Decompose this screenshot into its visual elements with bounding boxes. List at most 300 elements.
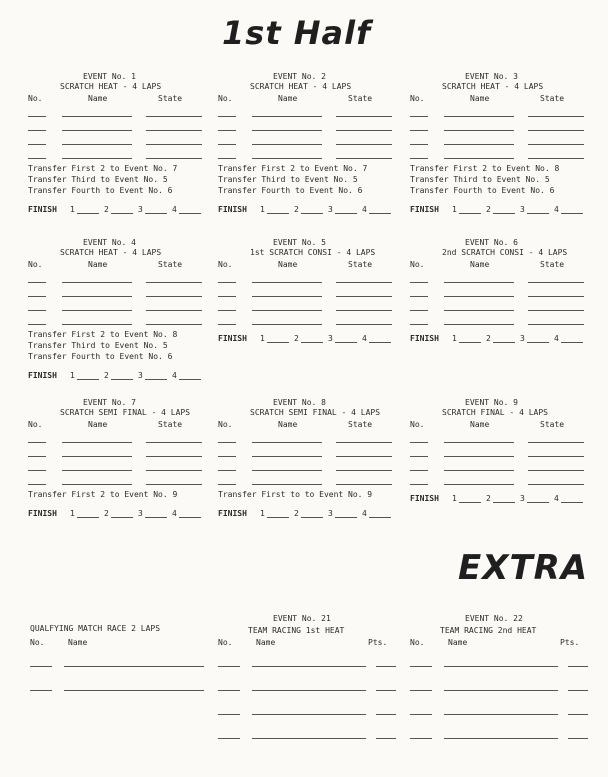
entry-no-line[interactable] — [410, 158, 428, 159]
entry-pts-line[interactable] — [568, 690, 588, 691]
finish-position-line[interactable] — [301, 342, 323, 343]
finish-position-number: 3 — [520, 334, 525, 343]
entry-name-line[interactable] — [444, 738, 558, 739]
finish-position-number: 1 — [260, 205, 265, 214]
col-state-header: State — [540, 420, 565, 429]
finish-position-number: 3 — [520, 205, 525, 214]
finish-position-line[interactable] — [335, 213, 357, 214]
finish-position-number: 4 — [554, 205, 559, 214]
entry-name-line[interactable] — [252, 296, 322, 297]
entry-name-line[interactable] — [62, 470, 132, 471]
event-description: 1st SCRATCH CONSI - 4 LAPS — [250, 248, 376, 257]
entry-no-line[interactable] — [410, 282, 428, 283]
entry-no-line[interactable] — [28, 130, 46, 131]
col-no-header: No. — [410, 94, 425, 103]
entry-no-line[interactable] — [410, 690, 432, 691]
entry-no-line[interactable] — [218, 158, 236, 159]
finish-position-number: 3 — [138, 509, 143, 518]
event-description: SCRATCH SEMI FINAL - 4 LAPS — [60, 408, 191, 417]
entry-state-line[interactable] — [336, 158, 392, 159]
entry-name-line[interactable] — [444, 690, 558, 691]
entry-no-line[interactable] — [28, 158, 46, 159]
entry-no-line[interactable] — [218, 714, 240, 715]
finish-position-line[interactable] — [459, 502, 481, 503]
entry-no-line[interactable] — [28, 282, 46, 283]
entry-state-line[interactable] — [146, 456, 202, 457]
transfer-instruction: Transfer First 2 to Event No. 8 — [28, 330, 178, 339]
col-name-header: Name — [470, 420, 490, 429]
finish-position-line[interactable] — [527, 342, 549, 343]
entry-state-line[interactable] — [528, 442, 584, 443]
finish-position-line[interactable] — [369, 213, 391, 214]
entry-state-line[interactable] — [528, 144, 584, 145]
col-state-header: State — [348, 260, 373, 269]
finish-position-line[interactable] — [145, 379, 167, 380]
event-description: SCRATCH HEAT - 4 LAPS — [250, 82, 352, 91]
finish-position-number: 1 — [452, 334, 457, 343]
entry-no-line[interactable] — [28, 144, 46, 145]
entry-name-line[interactable] — [252, 690, 366, 691]
finish-position-line[interactable] — [77, 213, 99, 214]
entry-name-line[interactable] — [62, 158, 132, 159]
finish-position-line[interactable] — [369, 517, 391, 518]
finish-position-line[interactable] — [493, 502, 515, 503]
entry-no-line[interactable] — [410, 484, 428, 485]
entry-no-line[interactable] — [218, 484, 236, 485]
finish-position-line[interactable] — [493, 342, 515, 343]
entry-state-line[interactable] — [336, 484, 392, 485]
entry-no-line[interactable] — [218, 324, 236, 325]
entry-no-line[interactable] — [218, 130, 236, 131]
finish-position-line[interactable] — [179, 379, 201, 380]
entry-pts-line[interactable] — [568, 738, 588, 739]
event-number: EVENT No. 2 — [273, 72, 326, 81]
transfer-instruction: Transfer Fourth to Event No. 6 — [410, 186, 555, 195]
transfer-instruction: Transfer Fourth to Event No. 6 — [28, 352, 173, 361]
entry-name-line[interactable] — [62, 144, 132, 145]
finish-position-number: 3 — [328, 205, 333, 214]
finish-position-number: 2 — [104, 509, 109, 518]
entry-no-line[interactable] — [410, 456, 428, 457]
entry-name-line[interactable] — [252, 442, 322, 443]
col-no-header: No. — [410, 420, 425, 429]
entry-no-line[interactable] — [218, 442, 236, 443]
entry-no-line[interactable] — [28, 456, 46, 457]
finish-position-line[interactable] — [111, 379, 133, 380]
finish-position-number: 1 — [260, 334, 265, 343]
entry-no-line[interactable] — [28, 324, 46, 325]
col-no-header: No. — [28, 420, 43, 429]
entry-pts-line[interactable] — [376, 714, 396, 715]
entry-no-line[interactable] — [28, 470, 46, 471]
entry-state-line[interactable] — [146, 296, 202, 297]
col-state-header: State — [158, 94, 183, 103]
col-name-header: Name — [278, 420, 298, 429]
transfer-instruction: Transfer First 2 to Event No. 7 — [28, 164, 178, 173]
entry-no-line[interactable] — [410, 310, 428, 311]
finish-label: FINISH — [218, 509, 247, 518]
entry-state-line[interactable] — [528, 158, 584, 159]
entry-name-line[interactable] — [252, 470, 322, 471]
entry-state-line[interactable] — [528, 296, 584, 297]
entry-name-line[interactable] — [252, 738, 366, 739]
entry-name-line[interactable] — [62, 296, 132, 297]
entry-pts-line[interactable] — [568, 666, 588, 667]
entry-state-line[interactable] — [146, 158, 202, 159]
event-block — [218, 72, 398, 212]
finish-position-line[interactable] — [459, 213, 481, 214]
entry-name-line[interactable] — [252, 310, 322, 311]
col-name-header: Name — [278, 260, 298, 269]
extra-event-block — [30, 614, 210, 764]
entry-state-line[interactable] — [336, 130, 392, 131]
entry-no-line[interactable] — [218, 470, 236, 471]
entry-name-line[interactable] — [444, 282, 514, 283]
entry-name-line[interactable] — [444, 296, 514, 297]
finish-position-number: 2 — [294, 509, 299, 518]
finish-position-line[interactable] — [179, 517, 201, 518]
extra-title: EXTRA — [458, 548, 589, 588]
col-no-header: No. — [30, 638, 45, 647]
finish-position-number: 2 — [104, 205, 109, 214]
entry-no-line[interactable] — [28, 484, 46, 485]
finish-position-number: 4 — [362, 205, 367, 214]
finish-position-number: 1 — [452, 205, 457, 214]
finish-position-number: 4 — [172, 509, 177, 518]
col-no-header: No. — [410, 638, 425, 647]
finish-position-number: 4 — [172, 371, 177, 380]
event-number: EVENT No. 3 — [465, 72, 518, 81]
transfer-instruction: Transfer Third to Event No. 5 — [28, 341, 168, 350]
finish-position-line[interactable] — [301, 213, 323, 214]
finish-position-line[interactable] — [527, 213, 549, 214]
extra-event-description: TEAM RACING 1st HEAT — [248, 626, 345, 635]
entry-name-line[interactable] — [62, 484, 132, 485]
entry-name-line[interactable] — [64, 666, 204, 667]
finish-position-line[interactable] — [561, 342, 583, 343]
entry-state-line[interactable] — [146, 116, 202, 117]
entry-no-line[interactable] — [218, 690, 240, 691]
event-description: 2nd SCRATCH CONSI - 4 LAPS — [442, 248, 568, 257]
entry-no-line[interactable] — [28, 442, 46, 443]
entry-name-line[interactable] — [62, 324, 132, 325]
entry-state-line[interactable] — [528, 116, 584, 117]
entry-no-line[interactable] — [410, 714, 432, 715]
finish-label: FINISH — [410, 334, 439, 343]
entry-name-line[interactable] — [444, 714, 558, 715]
col-pts-header: Pts. — [560, 638, 580, 647]
col-no-header: No. — [28, 94, 43, 103]
entry-no-line[interactable] — [410, 738, 432, 739]
finish-position-number: 3 — [138, 205, 143, 214]
finish-position-number: 2 — [486, 334, 491, 343]
finish-position-line[interactable] — [335, 517, 357, 518]
transfer-instruction: Transfer Fourth to Event No. 6 — [218, 186, 363, 195]
finish-position-line[interactable] — [493, 213, 515, 214]
col-name-header: Name — [256, 638, 276, 647]
event-description: SCRATCH HEAT - 4 LAPS — [60, 82, 162, 91]
event-number: EVENT No. 1 — [83, 72, 136, 81]
entry-state-line[interactable] — [528, 456, 584, 457]
entry-state-line[interactable] — [336, 324, 392, 325]
finish-position-line[interactable] — [111, 517, 133, 518]
finish-position-line[interactable] — [459, 342, 481, 343]
extra-event-number: EVENT No. 21 — [273, 614, 331, 623]
entry-name-line[interactable] — [252, 144, 322, 145]
finish-position-line[interactable] — [301, 517, 323, 518]
finish-label: FINISH — [28, 509, 57, 518]
col-state-header: State — [540, 260, 565, 269]
event-description: SCRATCH HEAT - 4 LAPS — [60, 248, 162, 257]
entry-state-line[interactable] — [146, 310, 202, 311]
transfer-instruction: Transfer First 2 to Event No. 9 — [28, 490, 178, 499]
event-block — [218, 398, 398, 538]
event-block — [28, 72, 208, 212]
entry-name-line[interactable] — [64, 690, 204, 691]
entry-pts-line[interactable] — [568, 714, 588, 715]
finish-position-line[interactable] — [335, 342, 357, 343]
entry-name-line[interactable] — [444, 456, 514, 457]
col-name-header: Name — [88, 420, 108, 429]
finish-position-number: 3 — [328, 334, 333, 343]
entry-pts-line[interactable] — [376, 738, 396, 739]
entry-no-line[interactable] — [218, 282, 236, 283]
extra-event-block — [410, 614, 590, 764]
finish-position-line[interactable] — [145, 213, 167, 214]
finish-position-number: 2 — [104, 371, 109, 380]
entry-name-line[interactable] — [62, 442, 132, 443]
entry-name-line[interactable] — [252, 116, 322, 117]
finish-position-number: 1 — [70, 371, 75, 380]
event-description: SCRATCH HEAT - 4 LAPS — [442, 82, 544, 91]
finish-position-number: 4 — [554, 334, 559, 343]
transfer-instruction: Transfer Third to Event No. 5 — [28, 175, 168, 184]
finish-label: FINISH — [218, 334, 247, 343]
entry-no-line[interactable] — [410, 442, 428, 443]
entry-no-line[interactable] — [410, 296, 428, 297]
finish-position-number: 1 — [70, 205, 75, 214]
event-number: EVENT No. 4 — [83, 238, 136, 247]
col-no-header: No. — [218, 638, 233, 647]
entry-name-line[interactable] — [444, 324, 514, 325]
finish-position-line[interactable] — [77, 379, 99, 380]
entry-name-line[interactable] — [444, 130, 514, 131]
finish-position-line[interactable] — [527, 502, 549, 503]
col-no-header: No. — [218, 94, 233, 103]
finish-label: FINISH — [410, 494, 439, 503]
entry-name-line[interactable] — [252, 324, 322, 325]
entry-name-line[interactable] — [62, 130, 132, 131]
finish-label: FINISH — [410, 205, 439, 214]
entry-no-line[interactable] — [410, 324, 428, 325]
finish-position-number: 2 — [294, 334, 299, 343]
entry-name-line[interactable] — [252, 158, 322, 159]
entry-name-line[interactable] — [62, 116, 132, 117]
entry-no-line[interactable] — [218, 310, 236, 311]
finish-position-number: 2 — [486, 494, 491, 503]
transfer-instruction: Transfer First 2 to Event No. 8 — [410, 164, 560, 173]
event-number: EVENT No. 9 — [465, 398, 518, 407]
event-number: EVENT No. 7 — [83, 398, 136, 407]
col-name-header: Name — [448, 638, 468, 647]
col-state-header: State — [348, 94, 373, 103]
first-half-title: 1st Half — [222, 14, 372, 52]
entry-name-line[interactable] — [444, 116, 514, 117]
entry-no-line[interactable] — [28, 296, 46, 297]
event-block — [410, 398, 590, 538]
finish-position-line[interactable] — [145, 517, 167, 518]
finish-label: FINISH — [28, 205, 57, 214]
entry-name-line[interactable] — [444, 310, 514, 311]
col-state-header: State — [348, 420, 373, 429]
entry-state-line[interactable] — [528, 470, 584, 471]
entry-name-line[interactable] — [252, 484, 322, 485]
event-block — [218, 238, 398, 378]
event-number: EVENT No. 6 — [465, 238, 518, 247]
entry-no-line[interactable] — [218, 456, 236, 457]
entry-no-line[interactable] — [410, 470, 428, 471]
finish-position-line[interactable] — [267, 342, 289, 343]
finish-position-number: 3 — [520, 494, 525, 503]
finish-position-line[interactable] — [369, 342, 391, 343]
entry-no-line[interactable] — [30, 690, 52, 691]
entry-no-line[interactable] — [410, 130, 428, 131]
finish-position-line[interactable] — [179, 213, 201, 214]
event-number: EVENT No. 8 — [273, 398, 326, 407]
col-name-header: Name — [278, 94, 298, 103]
entry-name-line[interactable] — [444, 144, 514, 145]
col-no-header: No. — [28, 260, 43, 269]
entry-no-line[interactable] — [410, 144, 428, 145]
entry-name-line[interactable] — [252, 714, 366, 715]
event-description: SCRATCH FINAL - 4 LAPS — [442, 408, 548, 417]
transfer-instruction: Transfer First 2 to Event No. 7 — [218, 164, 368, 173]
finish-position-number: 4 — [554, 494, 559, 503]
entry-state-line[interactable] — [528, 282, 584, 283]
finish-position-number: 1 — [70, 509, 75, 518]
entry-no-line[interactable] — [28, 310, 46, 311]
col-pts-header: Pts. — [368, 638, 388, 647]
entry-name-line[interactable] — [444, 484, 514, 485]
entry-name-line[interactable] — [252, 282, 322, 283]
finish-label: FINISH — [218, 205, 247, 214]
finish-position-number: 2 — [294, 205, 299, 214]
event-block — [28, 238, 208, 378]
col-name-header: Name — [68, 638, 88, 647]
event-block — [410, 72, 590, 212]
finish-position-line[interactable] — [111, 213, 133, 214]
entry-name-line[interactable] — [252, 666, 366, 667]
finish-position-line[interactable] — [561, 502, 583, 503]
entry-state-line[interactable] — [336, 442, 392, 443]
entry-state-line[interactable] — [146, 144, 202, 145]
entry-no-line[interactable] — [410, 666, 432, 667]
entry-name-line[interactable] — [62, 282, 132, 283]
entry-state-line[interactable] — [146, 130, 202, 131]
event-block — [410, 238, 590, 378]
entry-state-line[interactable] — [528, 324, 584, 325]
transfer-instruction: Transfer First to to Event No. 9 — [218, 490, 373, 499]
entry-state-line[interactable] — [528, 130, 584, 131]
transfer-instruction: Transfer Fourth to Event No. 6 — [28, 186, 173, 195]
entry-state-line[interactable] — [336, 282, 392, 283]
entry-state-line[interactable] — [336, 296, 392, 297]
finish-position-number: 4 — [172, 205, 177, 214]
entry-state-line[interactable] — [336, 116, 392, 117]
entry-pts-line[interactable] — [376, 690, 396, 691]
entry-state-line[interactable] — [336, 456, 392, 457]
finish-position-number: 2 — [486, 205, 491, 214]
entry-state-line[interactable] — [146, 324, 202, 325]
col-no-header: No. — [218, 420, 233, 429]
finish-position-number: 1 — [452, 494, 457, 503]
col-state-header: State — [540, 94, 565, 103]
col-name-header: Name — [88, 94, 108, 103]
entry-state-line[interactable] — [336, 470, 392, 471]
entry-name-line[interactable] — [252, 456, 322, 457]
entry-state-line[interactable] — [146, 470, 202, 471]
col-no-header: No. — [410, 260, 425, 269]
finish-position-line[interactable] — [267, 213, 289, 214]
finish-position-number: 4 — [362, 334, 367, 343]
transfer-instruction: Transfer Third to Event No. 5 — [410, 175, 550, 184]
extra-event-number: EVENT No. 22 — [465, 614, 523, 623]
entry-no-line[interactable] — [218, 144, 236, 145]
event-description: SCRATCH SEMI FINAL - 4 LAPS — [250, 408, 381, 417]
entry-name-line[interactable] — [444, 470, 514, 471]
finish-label: FINISH — [28, 371, 57, 380]
entry-no-line[interactable] — [218, 666, 240, 667]
entry-state-line[interactable] — [336, 310, 392, 311]
entry-no-line[interactable] — [218, 296, 236, 297]
entry-pts-line[interactable] — [376, 666, 396, 667]
extra-event-block — [218, 614, 398, 764]
entry-no-line[interactable] — [410, 116, 428, 117]
col-name-header: Name — [470, 94, 490, 103]
entry-name-line[interactable] — [444, 666, 558, 667]
entry-name-line[interactable] — [444, 158, 514, 159]
entry-state-line[interactable] — [146, 282, 202, 283]
col-state-header: State — [158, 260, 183, 269]
col-state-header: State — [158, 420, 183, 429]
finish-position-line[interactable] — [561, 213, 583, 214]
entry-name-line[interactable] — [252, 130, 322, 131]
extra-event-description: QUALFYING MATCH RACE 2 LAPS — [30, 624, 161, 633]
finish-position-number: 1 — [260, 509, 265, 518]
entry-no-line[interactable] — [218, 738, 240, 739]
event-number: EVENT No. 5 — [273, 238, 326, 247]
entry-no-line[interactable] — [218, 116, 236, 117]
col-name-header: Name — [88, 260, 108, 269]
entry-name-line[interactable] — [62, 310, 132, 311]
finish-position-line[interactable] — [267, 517, 289, 518]
entry-state-line[interactable] — [146, 442, 202, 443]
finish-position-number: 3 — [328, 509, 333, 518]
entry-state-line[interactable] — [146, 484, 202, 485]
entry-no-line[interactable] — [30, 666, 52, 667]
entry-name-line[interactable] — [444, 442, 514, 443]
entry-state-line[interactable] — [528, 310, 584, 311]
finish-position-number: 3 — [138, 371, 143, 380]
entry-no-line[interactable] — [28, 116, 46, 117]
extra-event-description: TEAM RACING 2nd HEAT — [440, 626, 537, 635]
entry-state-line[interactable] — [336, 144, 392, 145]
col-no-header: No. — [218, 260, 233, 269]
entry-name-line[interactable] — [62, 456, 132, 457]
finish-position-line[interactable] — [77, 517, 99, 518]
entry-state-line[interactable] — [528, 484, 584, 485]
event-block — [28, 398, 208, 538]
